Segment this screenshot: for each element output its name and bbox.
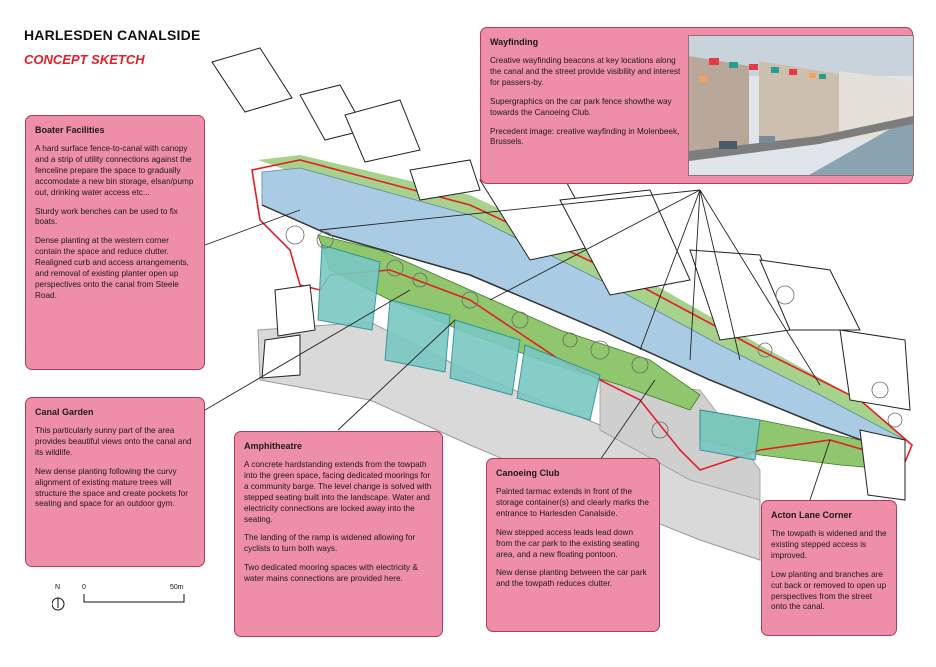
canal-garden-box: [25, 397, 205, 567]
amphitheatre-text-3: Two dedicated mooring spaces with electricity & water mains connections are provided here.: [244, 563, 418, 584]
canal-garden-title: Canal Garden: [35, 407, 94, 417]
acton-title: Acton Lane Corner: [771, 510, 853, 520]
page-subtitle: CONCEPT SKETCH: [24, 52, 145, 67]
wayfinding-text-1: Creative wayfinding beacons at key locations along the canal and the street provide visibility and interest for passers-by.: [490, 55, 681, 87]
canoeing-club-box: [486, 458, 660, 632]
page-title: HARLESDEN CANALSIDE: [24, 27, 201, 43]
amphitheatre-text-2: The landing of the ramp is widened allowing for cyclists to turn both ways.: [244, 533, 416, 554]
wayfinding-title: Wayfinding: [490, 37, 539, 47]
north-label: N: [55, 584, 61, 591]
canoeing-text-3: New dense planting between the car park and the towpath reduces clutter.: [496, 568, 647, 589]
canal-garden-text-1: This particularly sunny part of the area provides beautiful views onto the canal and its wildlife.: [35, 425, 192, 457]
boater-text-1: A hard surface fence-to-canal with canopy and a strip of utility connections against the fenceline prepare the space to gradually accomodate a new bin storage, elsan/pump out, drinking water access etc...: [35, 143, 194, 197]
boater-title: Boater Facilities: [35, 125, 105, 135]
acton-text-2: Low planting and branches are cut back or removed to open up perspectives from the street onto the canal.: [771, 569, 887, 612]
acton-text-1: The towpath is widened and the existing stepped access is improved.: [771, 528, 887, 560]
scale-start-label: 0: [82, 584, 86, 591]
amphitheatre-title: Amphitheatre: [244, 441, 303, 451]
scale-line: [84, 594, 184, 602]
wayfinding-text-2: Supergraphics on the car park fence showthe way towards the Canoeing Club.: [490, 96, 672, 117]
wayfinding-text-3: Precedent image: creative wayfinding in Molenbeek, Brussels.: [490, 126, 680, 147]
canoeing-text-1: Painted tarmac extends in front of the storage container(s) and clearly marks the entrance to Harlesden Canalside.: [496, 486, 649, 518]
boater-text-3: Dense planting at the western corner contain the space and reduce clutter. Realigned curb and access arrangements, and removal of existing planter open up perspectives onto the canal from Steele Road.: [35, 236, 189, 300]
boater-text-2: Sturdy work benches can be used to fix boats.: [35, 206, 178, 227]
scale-bar: [52, 580, 192, 625]
canal-garden-text-2: New dense planting following the curvy alignment of existing mature trees will structure the space and create pockets for seating and space for an outdoor gym.: [35, 466, 188, 509]
amphitheatre-text-1: A concrete hardstanding extends from the towpath into the green space, facing dedicated moorings for a community barge. The level change is solved with stepped seating built into the landscape. Water and electricity connections are locked away into the seating.: [244, 459, 432, 524]
precedent-photo: [688, 35, 914, 176]
wayfinding-box: [480, 27, 913, 184]
boater-facilities-box: [25, 115, 205, 370]
amphitheatre-box: [234, 431, 443, 637]
acton-lane-box: [761, 500, 897, 636]
canoeing-text-2: New stepped access leads lead down from the car park to the existing seating area, and a new floating pontoon.: [496, 527, 640, 559]
canoeing-title: Canoeing Club: [496, 468, 560, 478]
scale-end-label: 50m: [170, 584, 184, 591]
